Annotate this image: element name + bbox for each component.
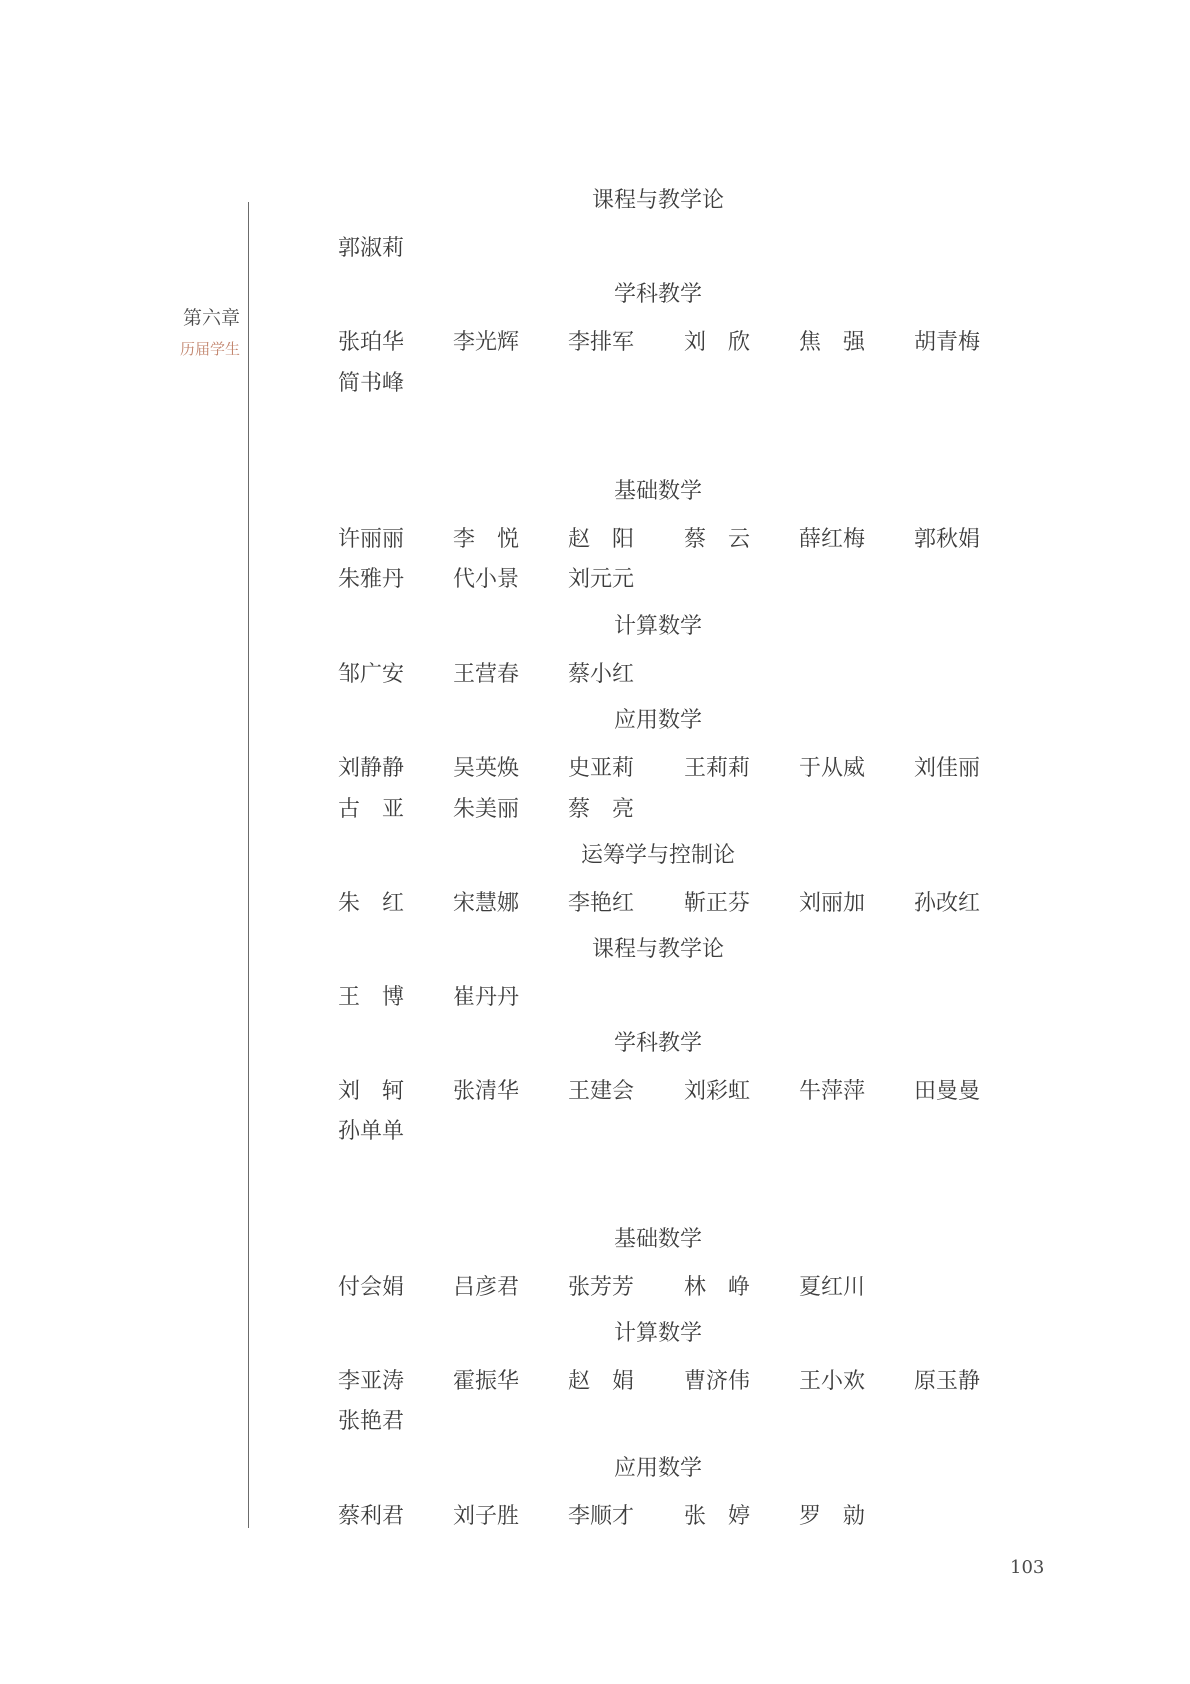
student-name: 张清华: [453, 1079, 520, 1104]
student-name: 田曼曼: [914, 1079, 981, 1104]
student-name: 夏红川: [799, 1275, 866, 1300]
student-name: 蔡小红: [568, 662, 635, 687]
student-name: 宋慧娜: [453, 891, 520, 916]
major-heading: 学科教学: [613, 282, 702, 307]
student-name: 吴英焕: [453, 756, 520, 781]
student-name: 朱美丽: [453, 797, 520, 822]
name-row: [338, 525, 998, 555]
student-name: 张 婷: [684, 1504, 751, 1529]
student-name: 刘彩虹: [684, 1079, 751, 1104]
student-name: 崔丹丹: [453, 985, 520, 1010]
student-name: 简书峰: [338, 371, 405, 396]
student-name: 李顺才: [568, 1504, 635, 1529]
student-name: 朱雅丹: [338, 567, 405, 592]
major-heading: 基础数学: [613, 479, 702, 504]
major-heading: 学科教学: [613, 1031, 702, 1056]
name-row: [338, 795, 998, 825]
student-name: 李亚涛: [338, 1369, 405, 1394]
student-name: 焦 强: [799, 330, 866, 355]
major-heading: 应用数学: [613, 708, 702, 733]
student-name: 林 峥: [684, 1275, 751, 1300]
student-name: 郭秋娟: [914, 527, 981, 552]
major-heading: 应用数学: [613, 1456, 702, 1481]
student-name: 刘子胜: [453, 1504, 520, 1529]
student-name: 吕彦君: [453, 1275, 520, 1300]
section-label: 历届学生: [179, 340, 240, 358]
name-row: [338, 565, 998, 595]
student-name: 赵 娟: [568, 1369, 635, 1394]
student-name: 王建会: [568, 1079, 635, 1104]
major-heading: 课程与教学论: [591, 188, 724, 213]
student-name: 薛红梅: [799, 527, 866, 552]
name-row: [338, 660, 998, 690]
student-name: 邹广安: [338, 662, 405, 687]
student-name: 蔡 亮: [568, 797, 635, 822]
name-row: [338, 983, 998, 1013]
student-name: 王小欢: [799, 1369, 866, 1394]
student-name: 李 悦: [453, 527, 520, 552]
student-name: 许丽丽: [338, 527, 405, 552]
student-name: 罗 勍: [799, 1504, 866, 1529]
student-name: 曹济伟: [684, 1369, 751, 1394]
student-name: 刘静静: [338, 756, 405, 781]
student-name: 张珀华: [338, 330, 405, 355]
student-name: 胡青梅: [914, 330, 981, 355]
name-row: [338, 1407, 998, 1437]
student-name: 李光辉: [453, 330, 520, 355]
student-name: 牛萍萍: [799, 1079, 866, 1104]
major-heading: 运筹学与控制论: [580, 843, 735, 868]
student-name: 古 亚: [338, 797, 405, 822]
name-row: [338, 1077, 998, 1107]
student-name: 张芳芳: [568, 1275, 635, 1300]
student-name: 孙单单: [338, 1119, 405, 1144]
major-heading: 基础数学: [613, 1227, 702, 1252]
major-heading: 课程与教学论: [591, 937, 724, 962]
student-name: 朱 红: [338, 891, 405, 916]
chapter-label: 第六章: [182, 307, 240, 329]
name-row: [338, 1367, 998, 1397]
student-name: 霍振华: [453, 1369, 520, 1394]
name-row: [338, 889, 998, 919]
student-name: 原玉静: [914, 1369, 981, 1394]
student-name: 蔡利君: [338, 1504, 405, 1529]
student-name: 刘丽加: [799, 891, 866, 916]
name-row: [338, 234, 998, 264]
margin-rule: [248, 202, 249, 1528]
student-name: 王 博: [338, 985, 405, 1010]
name-row: [338, 1273, 998, 1303]
student-name: 刘佳丽: [914, 756, 981, 781]
student-name: 付会娟: [338, 1275, 405, 1300]
student-name: 孙改红: [914, 891, 981, 916]
major-heading: 计算数学: [613, 614, 702, 639]
name-row: [338, 1117, 998, 1147]
student-name: 李艳红: [568, 891, 635, 916]
student-name: 刘 轲: [338, 1079, 405, 1104]
student-name: 李排军: [568, 330, 635, 355]
student-name: 郭淑莉: [338, 236, 405, 261]
name-row: [338, 1502, 998, 1532]
student-name: 赵 阳: [568, 527, 635, 552]
major-heading: 计算数学: [613, 1321, 702, 1346]
student-name: 王营春: [453, 662, 520, 687]
student-name: 王莉莉: [684, 756, 751, 781]
page-number: 103: [1010, 1557, 1045, 1578]
student-name: 张艳君: [338, 1409, 405, 1434]
student-name: 史亚莉: [568, 756, 635, 781]
student-name: 于从威: [799, 756, 866, 781]
student-name: 靳正芬: [684, 891, 751, 916]
name-row: [338, 754, 998, 784]
student-name: 刘元元: [568, 567, 635, 592]
student-name: 蔡 云: [684, 527, 751, 552]
name-row: [338, 328, 998, 358]
student-name: 代小景: [453, 567, 520, 592]
name-row: [338, 369, 998, 399]
student-name: 刘 欣: [684, 330, 751, 355]
